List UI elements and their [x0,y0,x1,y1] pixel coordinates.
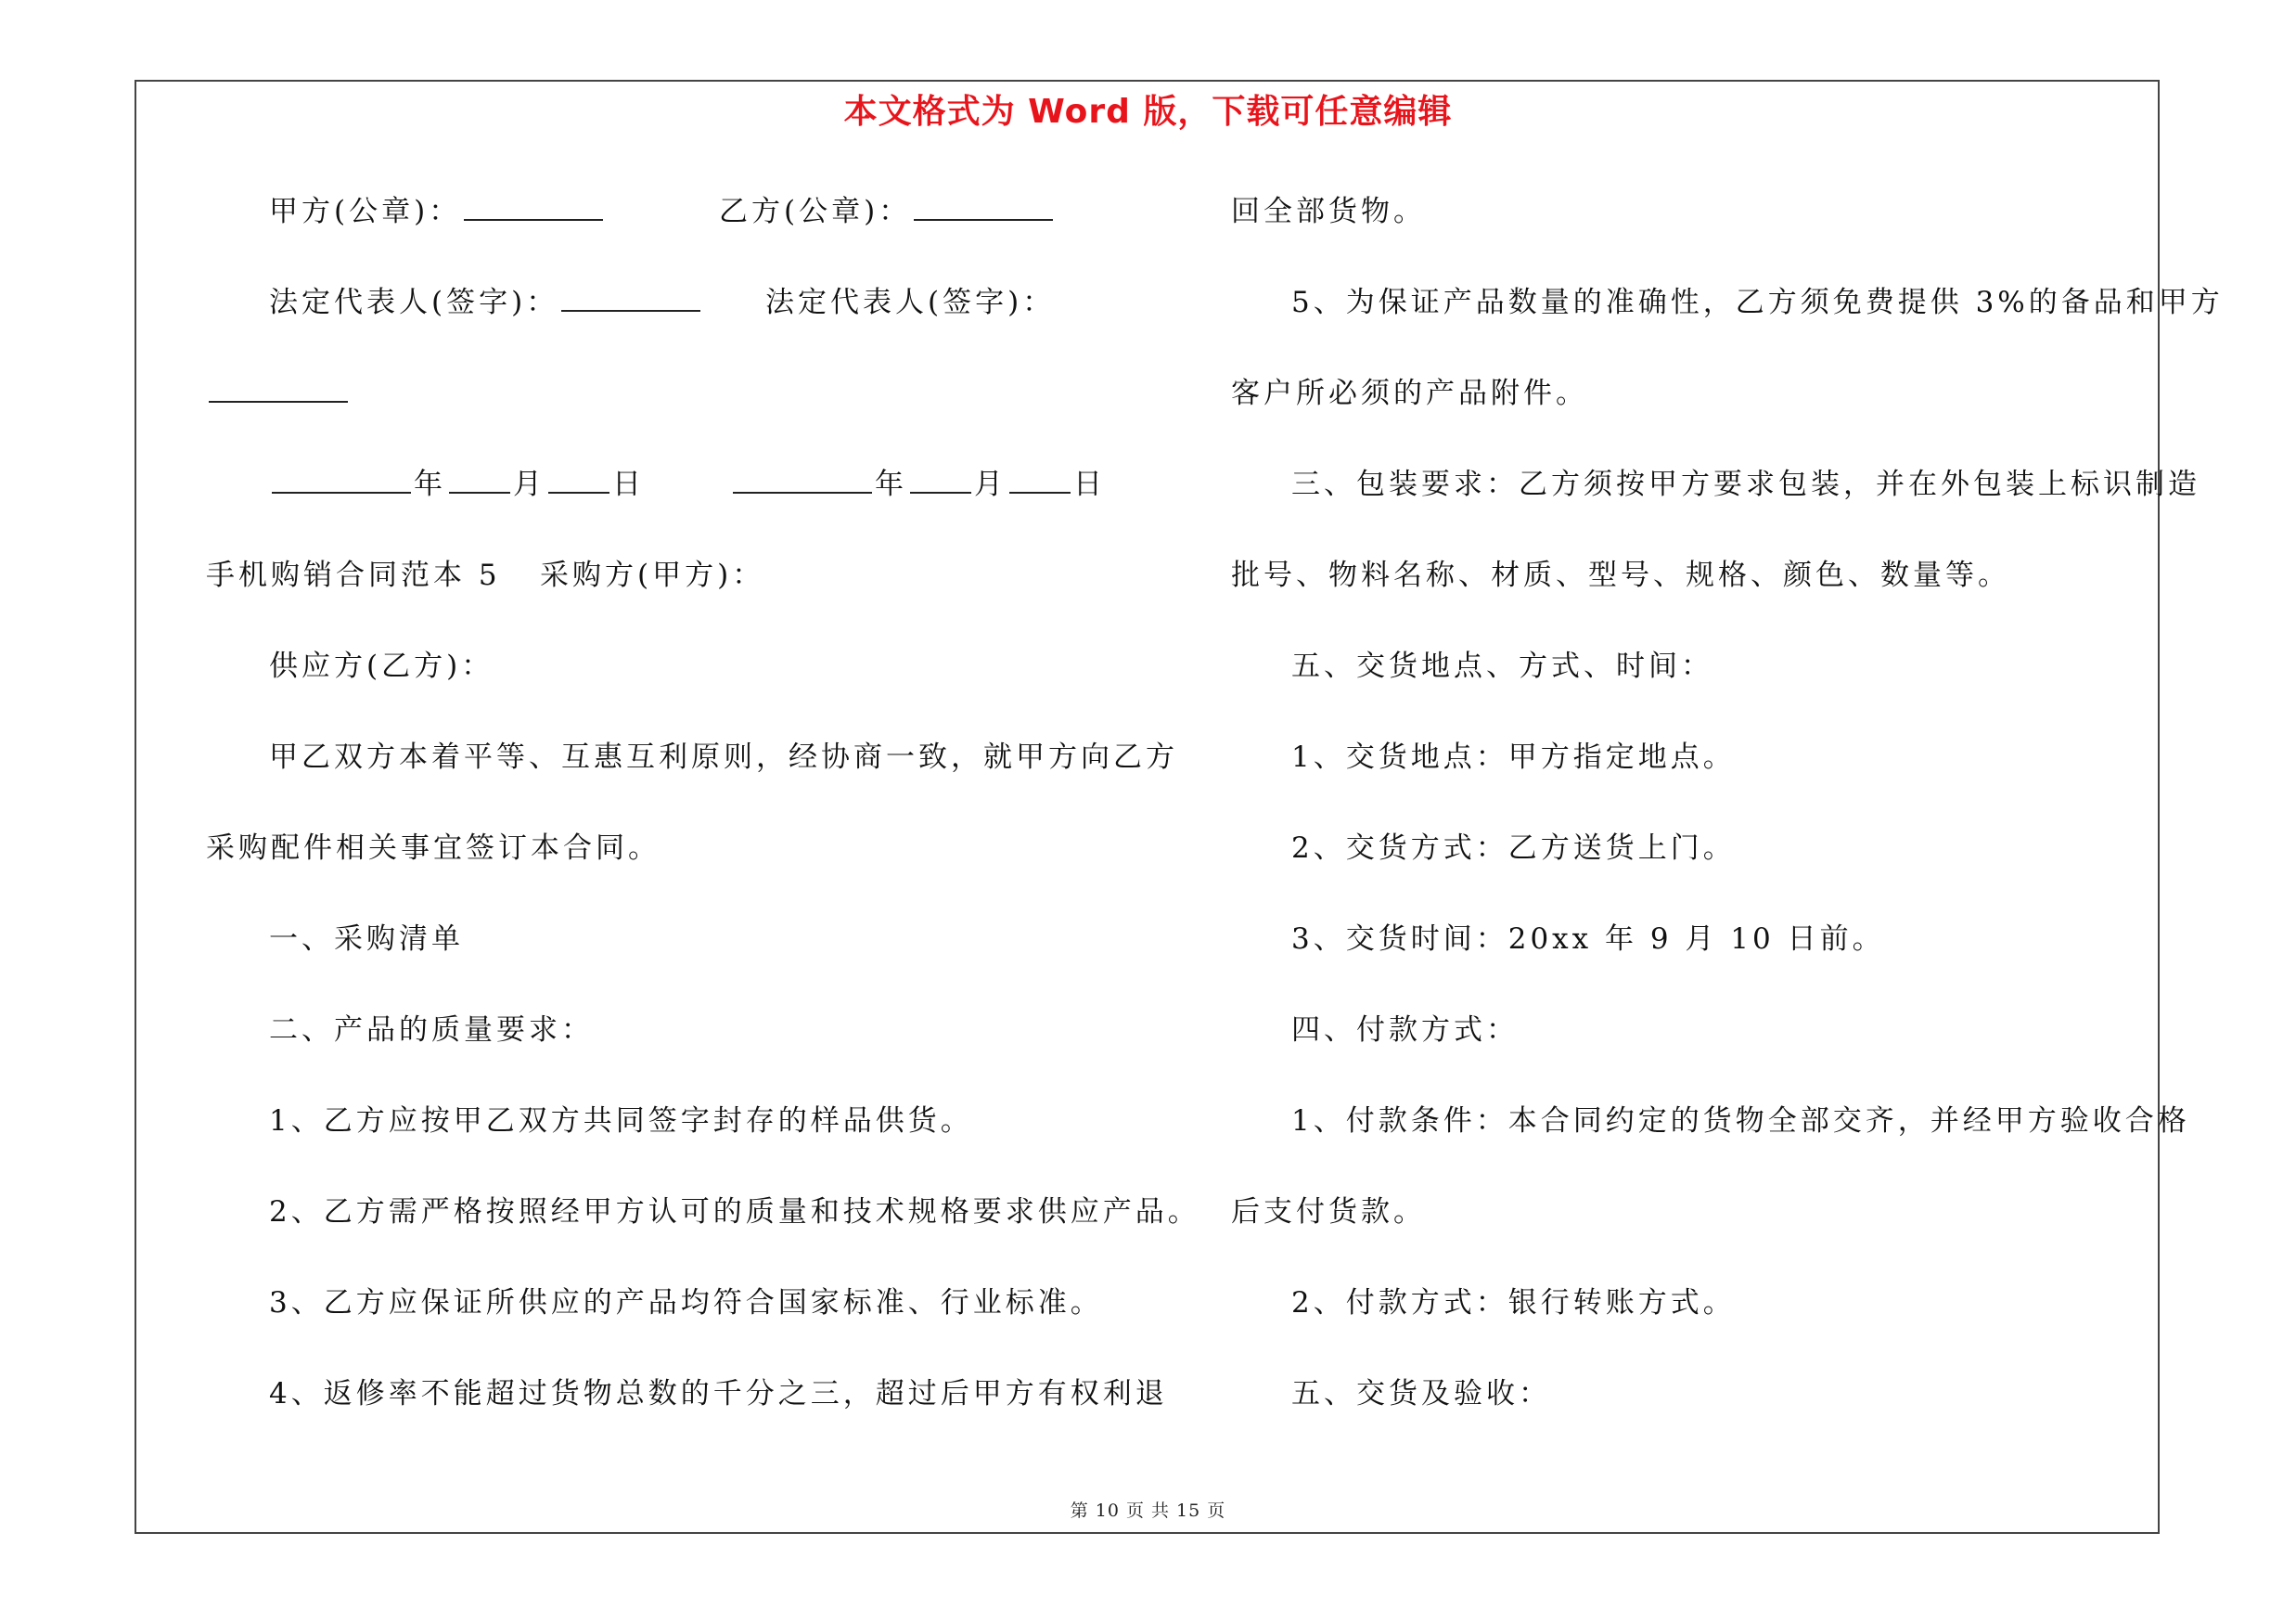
party-b-seal-line [719,193,1056,230]
purchaser-line [540,557,764,594]
party-b-seal-label: 乙方(公章)： [719,195,912,228]
day-label: 日 [612,468,645,501]
date-blank [272,468,411,494]
contract-title-line [206,557,501,594]
signature-blank [914,195,1053,221]
paragraph-line: 后支付货款。 [1231,1195,1426,1229]
party-a-seal-label: 甲方(公章)： [269,195,462,228]
supplier-line: 供应方(乙方)： [269,650,494,683]
party-a-date-line [269,466,645,503]
party-b-rep-line [765,284,1055,321]
paragraph-line: 3、交货时间：20xx 年 9 月 10 日前。 [1291,922,1885,956]
section-heading: 五、交货及验收： [1291,1377,1551,1410]
paragraph-line: 1、乙方应按甲乙双方共同签字封存的样品供货。 [269,1104,973,1138]
party-b-rep-blank-line [206,375,351,412]
paragraph-line: 5、为保证产品数量的准确性，乙方须免费提供 3%的备品和甲方 [1291,286,2224,319]
year-label: 年 [875,468,907,501]
signature-blank [561,286,700,312]
paragraph-line: 甲乙双方本着平等、互惠互利原则，经协商一致，就甲方向乙方 [269,741,1178,774]
party-a-rep-label: 法定代表人(签字)： [269,286,559,319]
contract-title: 手机购销合同范本 5 [206,559,501,592]
month-label: 月 [974,468,1007,501]
paragraph-line: 4、返修率不能超过货物总数的千分之三，超过后甲方有权利退 [269,1377,1168,1410]
paragraph-line: 三、包装要求：乙方须按甲方要求包装，并在外包装上标识制造 [1291,468,2200,501]
signature-blank [464,195,603,221]
year-label: 年 [414,468,446,501]
date-blank [910,468,971,494]
paragraph-line: 2、付款方式：银行转账方式。 [1291,1286,1736,1320]
party-a-seal-line [269,193,606,230]
date-blank [449,468,510,494]
purchaser-label: 采购方(甲方)： [540,559,765,592]
paragraph-line: 采购配件相关事宜签订本合同。 [206,831,661,865]
section-heading: 五、交货地点、方式、时间： [1291,650,1713,683]
day-label: 日 [1073,468,1106,501]
paragraph-line: 1、交货地点：甲方指定地点。 [1291,741,1736,774]
month-label: 月 [513,468,545,501]
paragraph-line: 2、乙方需严格按照经甲方认可的质量和技术规格要求供应产品。 [269,1195,1200,1229]
date-blank [548,468,609,494]
paragraph-line: 客户所必须的产品附件。 [1231,377,1588,410]
date-blank [733,468,872,494]
signature-blank [209,377,348,403]
section-heading: 一、采购清单 [269,922,464,956]
format-banner: 本文格式为 Word 版，下载可任意编辑 [843,93,1453,131]
party-b-rep-label: 法定代表人(签字)： [765,286,1056,319]
paragraph-line: 1、付款条件：本合同约定的货物全部交齐，并经甲方验收合格 [1291,1104,2190,1138]
date-blank [1009,468,1071,494]
paragraph-line: 回全部货物。 [1231,195,1426,228]
page-number-footer: 第 10 页 共 15 页 [1070,1501,1226,1521]
paragraph-line: 3、乙方应保证所供应的产品均符合国家标准、行业标准。 [269,1286,1103,1320]
section-heading: 四、付款方式： [1291,1013,1519,1047]
paragraph-line: 批号、物料名称、材质、型号、规格、颜色、数量等。 [1231,559,2010,592]
party-b-date-line [730,466,1106,503]
paragraph-line: 2、交货方式：乙方送货上门。 [1291,831,1736,865]
section-heading: 二、产品的质量要求： [269,1013,594,1047]
party-a-rep-line [269,284,703,321]
